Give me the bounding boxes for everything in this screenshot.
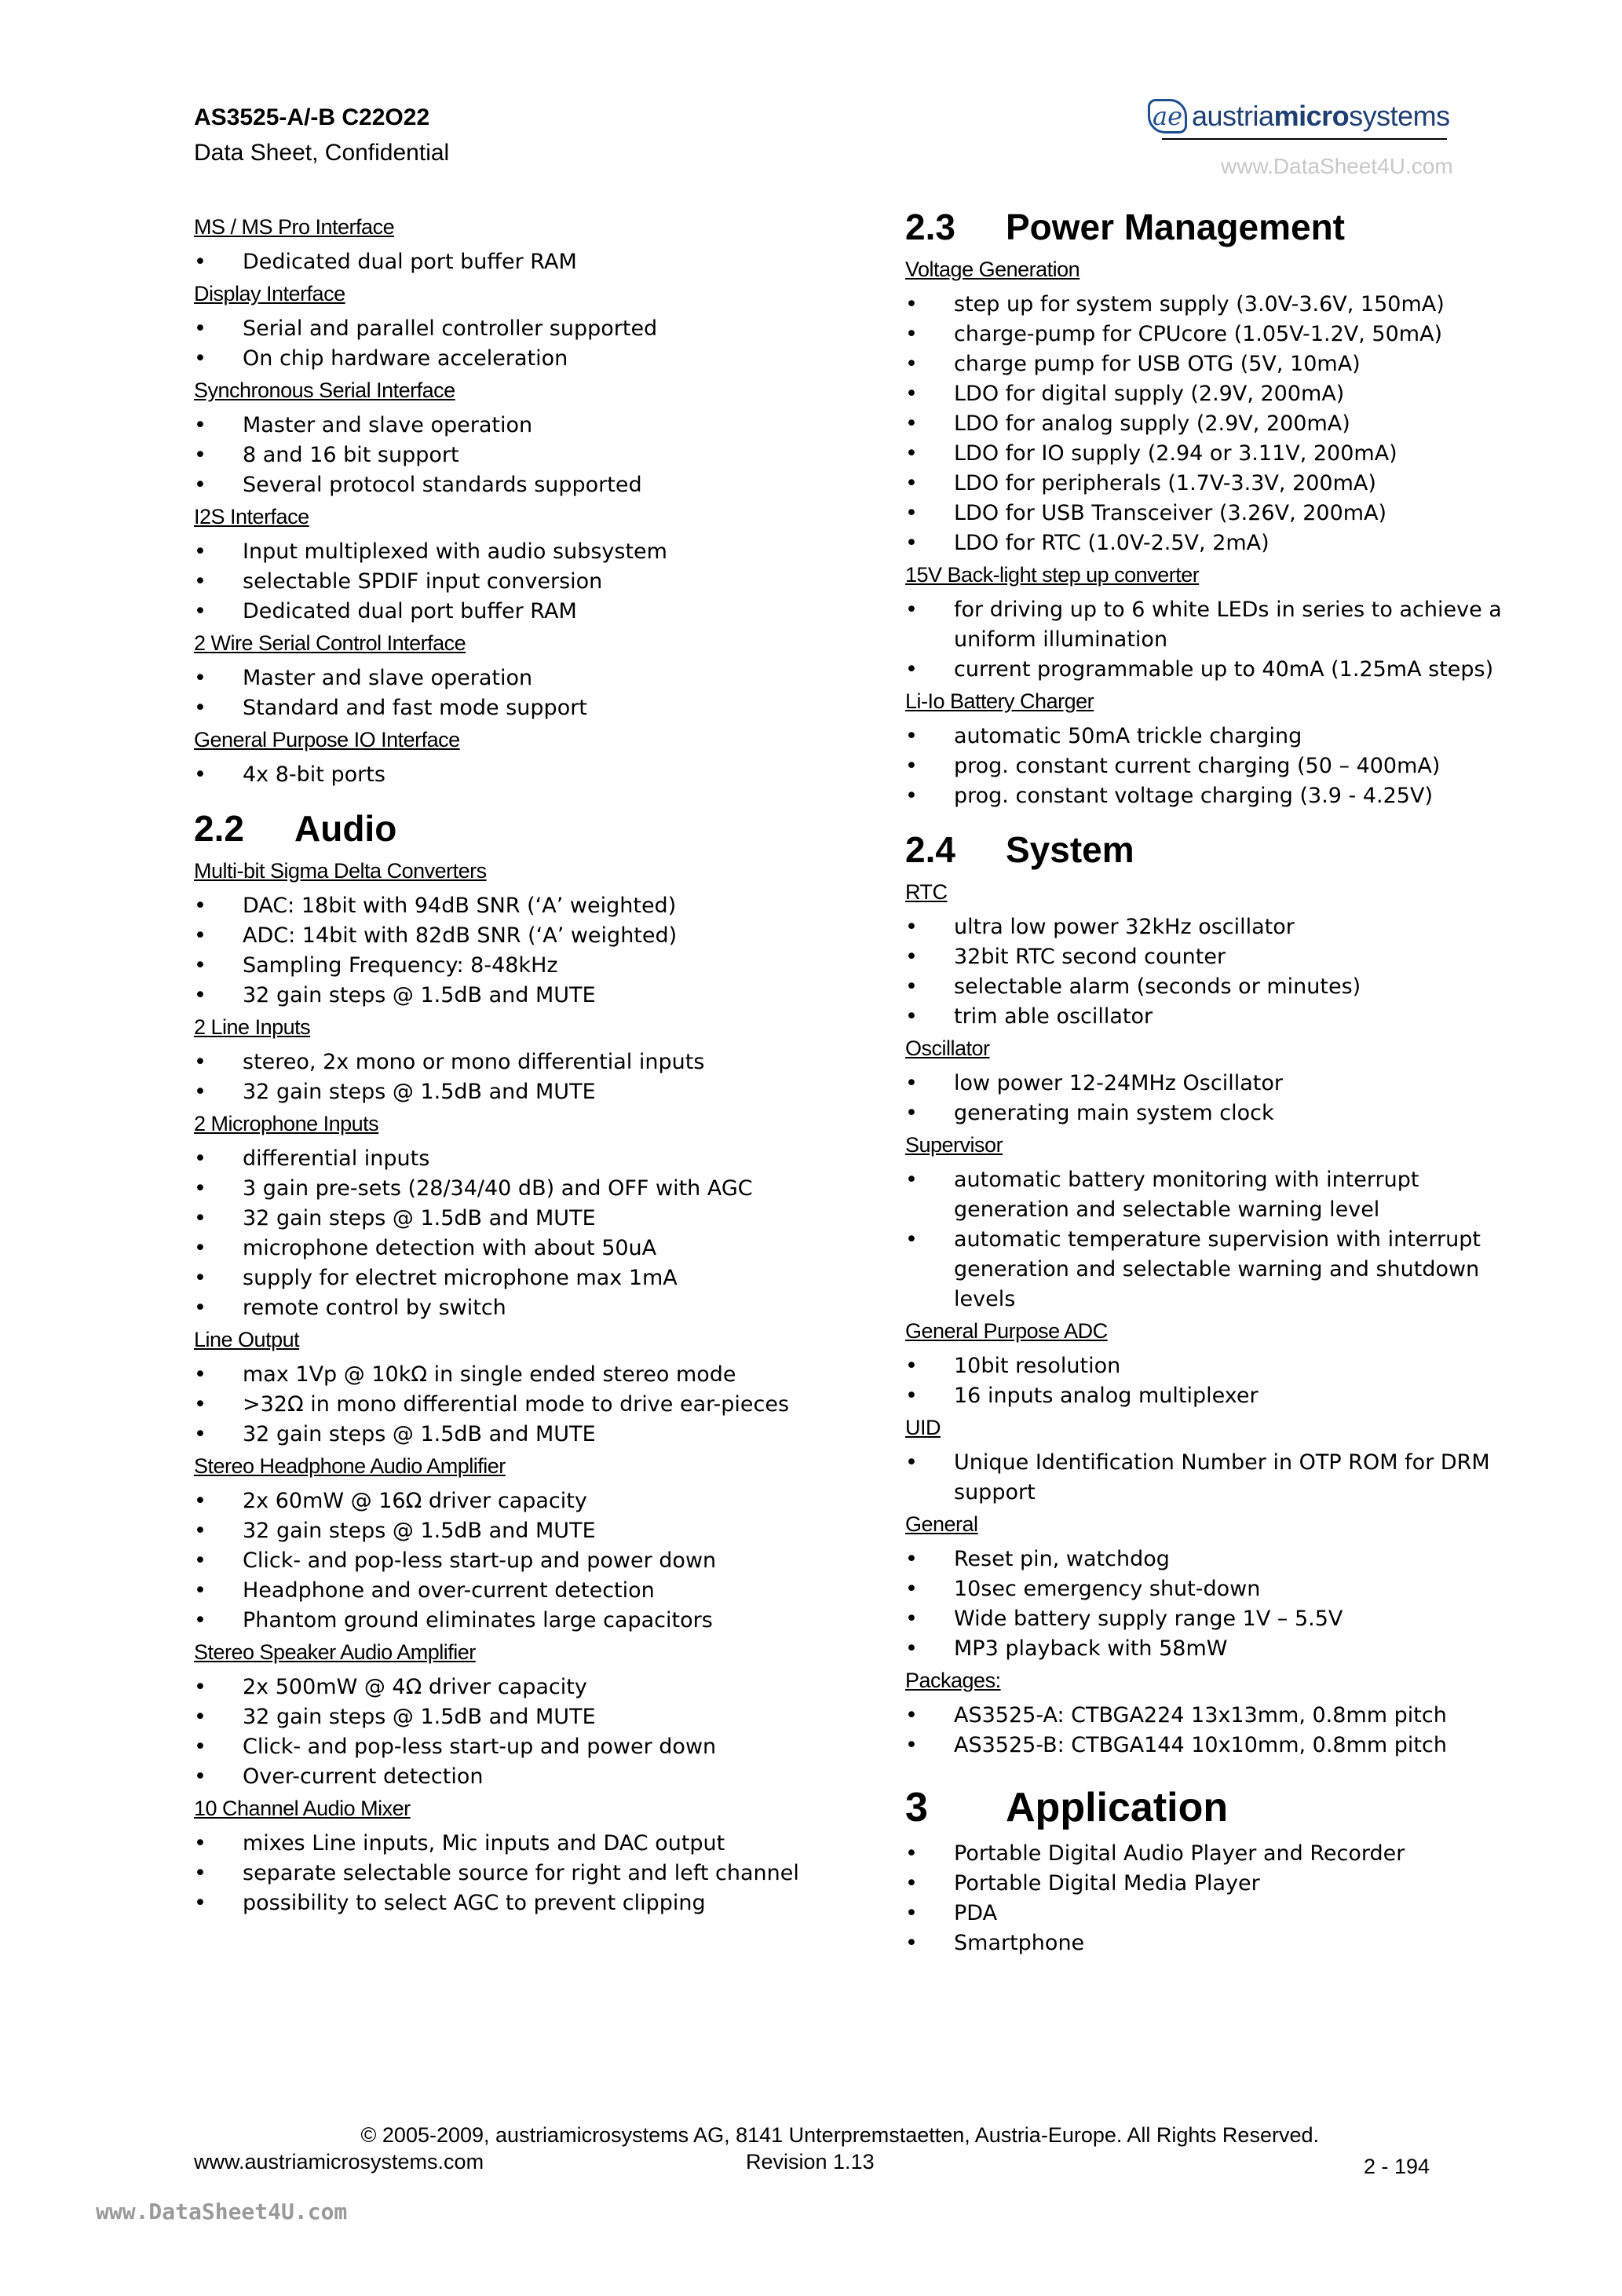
rtc-heading: RTC (905, 880, 948, 904)
list-item (194, 760, 885, 790)
bullet-icon: • (194, 1831, 206, 1855)
list-item-text: >32Ω in mono differential mode to drive ear-pieces (243, 1392, 790, 1417)
list-item-text: 32 gain steps @ 1.5dB and MUTE (243, 1206, 596, 1230)
list-item (905, 912, 1518, 942)
watermark-bottom: www.DataSheet4U.com (96, 2199, 348, 2225)
bullet-icon: • (905, 531, 918, 555)
bullet-icon: • (905, 1547, 918, 1571)
bullet-icon: • (905, 1227, 918, 1252)
bullet-icon: • (194, 1236, 206, 1260)
list-item-text: Serial and parallel controller supported (243, 316, 658, 341)
bullet-icon: • (905, 945, 918, 969)
list-item-text: LDO for peripherals (1.7V-3.3V, 200mA) (954, 471, 1376, 495)
list-item-text: Click- and pop-less start-up and power down (243, 1735, 717, 1759)
bullet-icon: • (194, 316, 206, 341)
bullet-icon: • (194, 443, 206, 467)
list-item (194, 1077, 885, 1107)
application-section-heading (905, 1784, 1518, 1831)
line-inputs-heading: 2 Line Inputs (194, 1015, 311, 1039)
bullet-icon: • (905, 501, 918, 525)
gpio-heading: General Purpose IO Interface (194, 728, 460, 751)
document-title: AS3525-A/-B C22O22 (194, 104, 430, 130)
list-item-text: Dedicated dual port buffer RAM (243, 250, 577, 274)
list-item (194, 567, 885, 597)
list-item-text: 10bit resolution (954, 1354, 1121, 1378)
list-item-text: Sampling Frequency: 8-48kHz (243, 953, 558, 978)
list-item-text: LDO for RTC (1.0V-2.5V, 2mA) (954, 531, 1269, 555)
list-item-text: supply for electret microphone max 1mA (243, 1266, 678, 1290)
list-item-text: Dedicated dual port buffer RAM (243, 599, 577, 623)
backlight-list (905, 595, 1518, 685)
bullet-icon: • (194, 953, 206, 978)
bullet-icon: • (905, 1901, 918, 1925)
list-item (194, 1702, 885, 1732)
system-section-heading (905, 828, 1518, 871)
list-item-text: 2x 500mW @ 4Ω driver capacity (243, 1675, 587, 1699)
list-item-text: MP3 playback with 58mW (954, 1636, 1228, 1661)
list-item (905, 972, 1518, 1002)
footer-copyright: © 2005-2009, austriamicrosystems AG, 8141 Unterpremstaetten, Austria-Europe. All Rights Reserved. (360, 2123, 1319, 2147)
list-item (905, 722, 1518, 751)
list-item-text: LDO for digital supply (2.9V, 200mA) (954, 382, 1345, 406)
list-item (194, 1516, 885, 1546)
headphone-amp-list (194, 1486, 885, 1636)
bullet-icon: • (905, 754, 918, 778)
audio-mixer-list (194, 1829, 885, 1918)
logo-wordmark: austriamicrosystems (1192, 100, 1450, 132)
list-item (905, 1381, 1518, 1411)
list-item (194, 1293, 885, 1323)
list-item-text: Headphone and over-current detection (243, 1578, 655, 1603)
list-item-text: selectable alarm (seconds or minutes) (954, 974, 1361, 999)
packages-heading: Packages: (905, 1669, 1001, 1692)
bullet-icon: • (905, 1004, 918, 1029)
list-item (905, 1899, 1518, 1929)
list-item-text: charge pump for USB OTG (5V, 10mA) (954, 352, 1361, 376)
bullet-icon: • (905, 1168, 918, 1192)
application-list (905, 1839, 1518, 1958)
section-title: Application (1006, 1785, 1229, 1830)
list-item (194, 1360, 885, 1390)
list-item (905, 1099, 1518, 1128)
headphone-amp-heading: Stereo Headphone Audio Amplifier (194, 1454, 506, 1478)
bullet-icon: • (905, 411, 918, 436)
list-item (194, 1047, 885, 1077)
power-management-heading (905, 206, 1518, 248)
bullet-icon: • (194, 1861, 206, 1885)
list-item (905, 1545, 1518, 1574)
bullet-icon: • (194, 894, 206, 918)
list-item-text: ADC: 14bit with 82dB SNR (‘A’ weighted) (243, 923, 678, 948)
bullet-icon: • (905, 1577, 918, 1601)
list-item (194, 1234, 885, 1263)
list-item (905, 1929, 1518, 1958)
two-wire-list (194, 664, 885, 723)
line-inputs-list (194, 1047, 885, 1107)
bullet-icon: • (905, 1636, 918, 1661)
list-item-text: Portable Digital Media Player (954, 1871, 1260, 1896)
section-title: Audio (294, 808, 397, 849)
header-rule (1162, 138, 1447, 140)
footer-revision: Revision 1.13 (746, 2150, 875, 2174)
list-item-text: Several protocol standards supported (243, 473, 642, 497)
list-item (905, 290, 1518, 320)
list-item (194, 441, 885, 470)
bullet-icon: • (194, 1206, 206, 1230)
list-item (905, 1731, 1518, 1760)
bullet-icon: • (905, 292, 918, 316)
list-item-text: differential inputs (243, 1146, 430, 1171)
section-number: 2.3 (905, 207, 955, 247)
i2s-heading: I2S Interface (194, 505, 309, 528)
ms-interface-heading: MS / MS Pro Interface (194, 215, 395, 239)
bullet-icon: • (194, 1891, 206, 1915)
bullet-icon: • (194, 599, 206, 623)
list-item-text: low power 12-24MHz Oscillator (954, 1071, 1283, 1095)
list-item-text: trim able oscillator (954, 1004, 1153, 1029)
bullet-icon: • (905, 382, 918, 406)
company-logo (1148, 99, 1450, 133)
bullet-icon: • (194, 1050, 206, 1074)
list-item (905, 379, 1518, 409)
rtc-list (905, 912, 1518, 1032)
oscillator-list (905, 1069, 1518, 1128)
bullet-icon: • (194, 1578, 206, 1603)
list-item-text: LDO for USB Transceiver (3.26V, 200mA) (954, 501, 1387, 525)
list-item (905, 942, 1518, 972)
list-item (194, 1263, 885, 1293)
list-item-text: LDO for analog supply (2.9V, 200mA) (954, 411, 1350, 436)
bullet-icon: • (194, 1735, 206, 1759)
footer-page-number: 2 - 194 (1364, 2155, 1430, 2178)
list-item (194, 1174, 885, 1204)
list-item (194, 1829, 885, 1859)
list-item-text: separate selectable source for right and left channel (243, 1861, 799, 1885)
list-item-text: 32 gain steps @ 1.5dB and MUTE (243, 1519, 596, 1543)
watermark-top: www.DataSheet4U.com (1221, 154, 1453, 178)
list-item-text: 4x 8-bit ports (243, 762, 385, 787)
adc-list (905, 1351, 1518, 1411)
list-item-text: Over-current detection (243, 1764, 484, 1789)
list-item (905, 1604, 1518, 1634)
list-item (194, 1732, 885, 1762)
list-item-text: ultra low power 32kHz oscillator (954, 915, 1295, 939)
display-interface-list (194, 314, 885, 374)
section-title: System (1006, 829, 1134, 870)
list-item-text: PDA (954, 1901, 998, 1925)
list-item-text: prog. constant current charging (50 – 400mA) (954, 754, 1441, 778)
list-item (194, 1420, 885, 1450)
list-item-text: 32 gain steps @ 1.5dB and MUTE (243, 1705, 596, 1729)
bullet-icon: • (905, 657, 918, 682)
list-item-text: AS3525-B: CTBGA144 10x10mm, 0.8mm pitch (954, 1733, 1447, 1757)
bullet-icon: • (905, 915, 918, 939)
bullet-icon: • (194, 539, 206, 564)
list-item-text: automatic temperature supervision with interrupt generation and selectable warning and shutdown levels (954, 1227, 1481, 1311)
battery-charger-heading: Li-Io Battery Charger (905, 689, 1094, 713)
bullet-icon: • (194, 923, 206, 948)
right-column (905, 206, 1518, 1963)
gpio-list (194, 760, 885, 790)
list-item-text: generating main system clock (954, 1101, 1274, 1125)
list-item-text: automatic 50mA trickle charging (954, 724, 1302, 748)
list-item (194, 1673, 885, 1702)
list-item-text: Wide battery supply range 1V – 5.5V (954, 1607, 1343, 1631)
bullet-icon: • (905, 1450, 918, 1475)
list-item (194, 314, 885, 344)
list-item (905, 439, 1518, 469)
list-item-text: 16 inputs analog multiplexer (954, 1384, 1259, 1408)
list-item-text: 10sec emergency shut-down (954, 1577, 1261, 1601)
list-item (905, 1839, 1518, 1869)
list-item-text: 8 and 16 bit support (243, 443, 459, 467)
list-item (905, 409, 1518, 439)
bullet-icon: • (194, 696, 206, 720)
list-item (194, 1762, 885, 1792)
list-item-text: Master and slave operation (243, 413, 533, 437)
battery-charger-list (905, 722, 1518, 811)
bullet-icon: • (905, 1841, 918, 1866)
list-item-text: LDO for IO supply (2.94 or 3.11V, 200mA) (954, 441, 1397, 466)
list-item (194, 951, 885, 981)
bullet-icon: • (905, 352, 918, 376)
bullet-icon: • (905, 598, 918, 622)
list-item (194, 1204, 885, 1234)
list-item (194, 891, 885, 921)
voltage-generation-list (905, 290, 1518, 558)
sigma-delta-heading: Multi-bit Sigma Delta Converters (194, 859, 487, 883)
uid-heading: UID (905, 1416, 941, 1439)
list-item (905, 1165, 1518, 1225)
list-item (194, 344, 885, 374)
bullet-icon: • (194, 1080, 206, 1104)
list-item (194, 247, 885, 277)
list-item-text: stereo, 2x mono or mono differential inputs (243, 1050, 705, 1074)
list-item (905, 1634, 1518, 1664)
bullet-icon: • (194, 666, 206, 690)
section-number: 2.2 (194, 808, 244, 849)
bullet-icon: • (194, 983, 206, 1007)
bullet-icon: • (905, 1931, 918, 1955)
adc-heading: General Purpose ADC (905, 1319, 1108, 1343)
list-item (194, 1546, 885, 1576)
list-item-text: Unique Identification Number in OTP ROM for DRM support (954, 1450, 1490, 1504)
list-item (905, 781, 1518, 811)
list-item-text: Master and slave operation (243, 666, 533, 690)
list-item (905, 528, 1518, 558)
section-title: Power Management (1006, 207, 1345, 247)
i2s-list (194, 537, 885, 627)
list-item (905, 499, 1518, 528)
section-number: 2.4 (905, 829, 955, 870)
bullet-icon: • (194, 1519, 206, 1543)
ssi-list (194, 411, 885, 500)
list-item-text: 3 gain pre-sets (28/34/40 dB) and OFF with AGC (243, 1176, 753, 1201)
two-wire-heading: 2 Wire Serial Control Interface (194, 631, 466, 655)
bullet-icon: • (194, 1764, 206, 1789)
bullet-icon: • (905, 1871, 918, 1896)
list-item-text: prog. constant voltage charging (3.9 - 4.25V) (954, 784, 1433, 808)
list-item (194, 411, 885, 441)
bullet-icon: • (194, 1176, 206, 1201)
list-item (194, 1859, 885, 1888)
bullet-icon: • (194, 473, 206, 497)
list-item (194, 537, 885, 567)
list-item (194, 1576, 885, 1606)
line-output-heading: Line Output (194, 1328, 300, 1351)
bullet-icon: • (905, 1071, 918, 1095)
bullet-icon: • (905, 1607, 918, 1631)
list-item (194, 693, 885, 723)
ssi-heading: Synchronous Serial Interface (194, 378, 455, 402)
packages-list (905, 1701, 1518, 1760)
microphone-inputs-heading: 2 Microphone Inputs (194, 1112, 379, 1135)
bullet-icon: • (194, 413, 206, 437)
bullet-icon: • (194, 250, 206, 274)
oscillator-heading: Oscillator (905, 1036, 990, 1060)
general-list (905, 1545, 1518, 1664)
list-item-text: microphone detection with about 50uA (243, 1236, 657, 1260)
list-item (194, 921, 885, 951)
speaker-amp-list (194, 1673, 885, 1792)
list-item (905, 1069, 1518, 1099)
bullet-icon: • (194, 1608, 206, 1632)
list-item (194, 1888, 885, 1918)
list-item-text: remote control by switch (243, 1296, 506, 1320)
list-item (905, 469, 1518, 499)
list-item (194, 1144, 885, 1174)
bullet-icon: • (905, 322, 918, 346)
list-item (194, 1486, 885, 1516)
bullet-icon: • (194, 1705, 206, 1729)
list-item-text: possibility to select AGC to prevent clipping (243, 1891, 706, 1915)
bullet-icon: • (905, 471, 918, 495)
bullet-icon: • (194, 1392, 206, 1417)
list-item-text: for driving up to 6 white LEDs in series to achieve a uniform illumination (954, 598, 1502, 652)
list-item-text: Click- and pop-less start-up and power down (243, 1548, 717, 1573)
microphone-inputs-list (194, 1144, 885, 1323)
list-item (905, 655, 1518, 685)
list-item (905, 1351, 1518, 1381)
list-item (194, 1606, 885, 1636)
bullet-icon: • (905, 1354, 918, 1378)
list-item-text: On chip hardware acceleration (243, 346, 568, 371)
list-item-text: 32bit RTC second counter (954, 945, 1226, 969)
bullet-icon: • (194, 1548, 206, 1573)
list-item-text: 32 gain steps @ 1.5dB and MUTE (243, 1422, 596, 1446)
voltage-generation-heading: Voltage Generation (905, 258, 1080, 281)
bullet-icon: • (194, 762, 206, 787)
list-item-text: Phantom ground eliminates large capacitors (243, 1608, 713, 1632)
list-item (905, 1701, 1518, 1731)
display-interface-heading: Display Interface (194, 282, 345, 305)
bullet-icon: • (905, 441, 918, 466)
speaker-amp-heading: Stereo Speaker Audio Amplifier (194, 1640, 476, 1664)
list-item-text: Smartphone (954, 1931, 1085, 1955)
list-item-text: mixes Line inputs, Mic inputs and DAC output (243, 1831, 725, 1855)
list-item (194, 470, 885, 500)
list-item-text: automatic battery monitoring with interrupt generation and selectable warning level (954, 1168, 1419, 1222)
bullet-icon: • (905, 1733, 918, 1757)
supervisor-heading: Supervisor (905, 1133, 1003, 1157)
bullet-icon: • (194, 1296, 206, 1320)
supervisor-list (905, 1165, 1518, 1314)
general-heading: General (905, 1512, 978, 1536)
list-item (194, 664, 885, 693)
list-item-text: 32 gain steps @ 1.5dB and MUTE (243, 1080, 596, 1104)
bullet-icon: • (905, 1384, 918, 1408)
list-item-text: Standard and fast mode support (243, 696, 587, 720)
list-item-text: Input multiplexed with audio subsystem (243, 539, 667, 564)
document-subtitle: Data Sheet, Confidential (194, 140, 450, 166)
bullet-icon: • (194, 1362, 206, 1387)
logo-mark-icon: ae (1148, 99, 1187, 133)
footer-website-link[interactable]: www.austriamicrosystems.com (194, 2150, 484, 2174)
list-item (905, 595, 1518, 655)
list-item (905, 320, 1518, 349)
bullet-icon: • (194, 1675, 206, 1699)
list-item-text: 2x 60mW @ 16Ω driver capacity (243, 1489, 587, 1513)
bullet-icon: • (194, 1266, 206, 1290)
list-item (905, 349, 1518, 379)
uid-list (905, 1448, 1518, 1508)
list-item-text: charge-pump for CPUcore (1.05V-1.2V, 50mA) (954, 322, 1443, 346)
bullet-icon: • (905, 724, 918, 748)
left-column (194, 210, 885, 1923)
audio-section-heading (194, 807, 885, 850)
list-item-text: AS3525-A: CTBGA224 13x13mm, 0.8mm pitch (954, 1703, 1447, 1727)
section-number: 3 (905, 1785, 928, 1830)
bullet-icon: • (194, 1422, 206, 1446)
list-item-text: max 1Vp @ 10kΩ in single ended stereo mode (243, 1362, 736, 1387)
bullet-icon: • (194, 569, 206, 594)
list-item (905, 1448, 1518, 1508)
list-item (905, 1574, 1518, 1604)
bullet-icon: • (905, 974, 918, 999)
backlight-heading: 15V Back-light step up converter (905, 563, 1200, 587)
ms-interface-list (194, 247, 885, 277)
list-item-text: step up for system supply (3.0V-3.6V, 150mA) (954, 292, 1445, 316)
list-item (905, 751, 1518, 781)
line-output-list (194, 1360, 885, 1450)
bullet-icon: • (194, 1489, 206, 1513)
bullet-icon: • (905, 784, 918, 808)
list-item-text: current programmable up to 40mA (1.25mA steps) (954, 657, 1494, 682)
bullet-icon: • (905, 1101, 918, 1125)
bullet-icon: • (905, 1703, 918, 1727)
list-item-text: Portable Digital Audio Player and Recorder (954, 1841, 1405, 1866)
bullet-icon: • (194, 1146, 206, 1171)
list-item (194, 1390, 885, 1420)
list-item-text: DAC: 18bit with 94dB SNR (‘A’ weighted) (243, 894, 677, 918)
audio-mixer-heading: 10 Channel Audio Mixer (194, 1797, 411, 1820)
list-item (905, 1869, 1518, 1899)
sigma-delta-list (194, 891, 885, 1011)
list-item-text: selectable SPDIF input conversion (243, 569, 603, 594)
list-item (905, 1002, 1518, 1032)
list-item (194, 597, 885, 627)
list-item (194, 981, 885, 1011)
list-item-text: 32 gain steps @ 1.5dB and MUTE (243, 983, 596, 1007)
list-item (905, 1225, 1518, 1314)
bullet-icon: • (194, 346, 206, 371)
list-item-text: Reset pin, watchdog (954, 1547, 1170, 1571)
